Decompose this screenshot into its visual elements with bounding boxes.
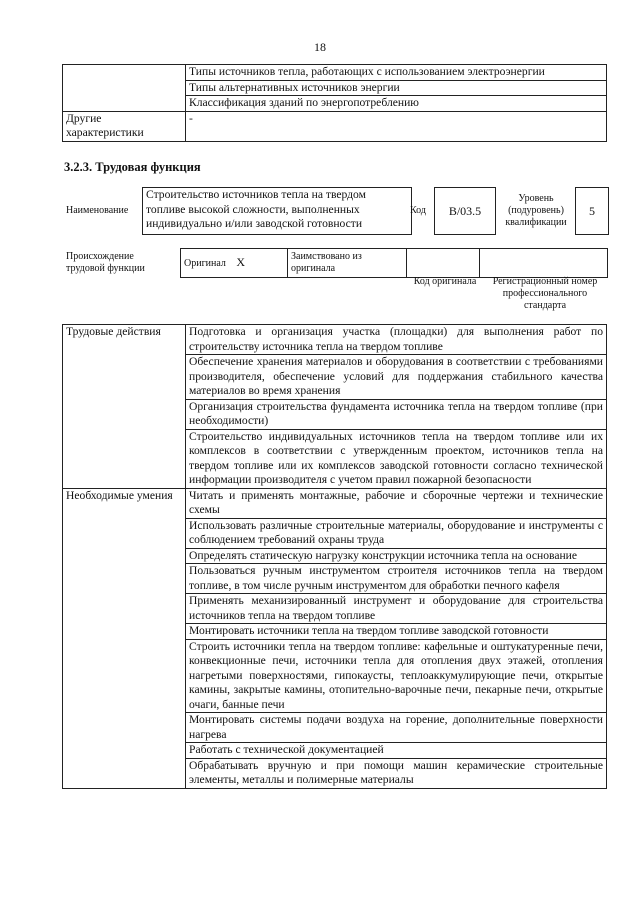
table-row: Монтировать системы подачи воздуха на горение, дополнительные поверхности нагрева <box>186 713 607 743</box>
main-table <box>62 324 607 789</box>
table-row: Монтировать источники тепла на твердом топливе заводской готовности <box>186 624 607 640</box>
top-table-item: Классификация зданий по энергопотреблению <box>186 96 607 112</box>
table-row: Пользоваться ручным инструментом строителя источников тепла на твердом топливе, в том числе ручным инструментом для обработки печного кафеля <box>186 564 607 594</box>
code-caption: Код оригинала <box>413 276 477 287</box>
table-row: Определять статическую нагрузку конструкции источника тепла на основание <box>186 548 607 564</box>
borrowed-label: Заимствовано из оригинала <box>288 249 407 278</box>
original-code-cell <box>407 249 480 278</box>
table-row: Обрабатывать вручную и при помощи машин керамические строительные элементы, металлы и полимерные материалы <box>186 758 607 788</box>
other-characteristics-label: Другие характеристики <box>63 111 186 141</box>
code-label: Код <box>410 205 426 216</box>
origin-table <box>180 248 608 278</box>
original-label: Оригинал <box>184 258 226 269</box>
section-title: 3.2.3. Трудовая функция <box>64 160 201 174</box>
name-label: Наименование <box>66 205 129 216</box>
reg-caption: Регистрационный номер профессионального стандарта <box>492 276 598 311</box>
table-row: Читать и применять монтажные, рабочие и сборочные чертежи и технические схемы <box>186 488 607 518</box>
page-number: 18 <box>314 40 326 54</box>
top-table-item: Типы альтернативных источников энергии <box>186 80 607 96</box>
required-skills-label: Необходимые умения <box>63 488 186 788</box>
table-row: Обеспечение хранения материалов и оборудования в соответствии с требованиями производителя, обеспечение условий для поддержания стабильного качества материалов во время хранения <box>186 355 607 400</box>
function-code: B/03.5 <box>434 187 496 235</box>
function-name: Строительство источников тепла на твердом топливе высокой сложности, выполненных индивидуально и/или заводской готовности <box>142 187 412 235</box>
top-table-item: Типы источников тепла, работающих с использованием электроэнергии <box>186 65 607 81</box>
reg-number-cell <box>480 249 608 278</box>
top-table-left-cell <box>63 65 186 112</box>
table-row: Работать с технической документацией <box>186 743 607 759</box>
qualification-level: 5 <box>575 187 609 235</box>
origin-label: Происхождение трудовой функции <box>66 251 145 274</box>
original-cell <box>181 249 288 278</box>
table-row: Подготовка и организация участка (площадки) для выполнения работ по строительству источника тепла на твердом топливе <box>186 325 607 355</box>
top-table <box>62 64 607 142</box>
table-row: Строительство индивидуальных источников тепла на твердом топливе или их комплексов в соответствии с утвержденным проектом, источников тепла на твердом топливе или их комплексов заводской готовности согласно технической информации производителя с учетом правил пожарной безопасности <box>186 429 607 488</box>
other-characteristics-value: - <box>186 111 607 141</box>
table-row: Применять механизированный инструмент и оборудование для строительства источников тепла на твердом топливе <box>186 594 607 624</box>
labor-actions-label: Трудовые действия <box>63 325 186 489</box>
table-row: Строить источники тепла на твердом топливе: кафельные и оштукатуренные печи, конвекционные печи, источники тепла для отопления двух этажей, отопления нагретыми поверхностями, гипокаусты, теплоаккумулирующие печи, открытые камины, закрытые камины, отопительно-варочные печи, пекарные печи, открытые очаги, банные печи <box>186 639 607 713</box>
table-row: Использовать различные строительные материалы, оборудование и инструменты с соблюдением требований охраны труда <box>186 518 607 548</box>
level-label: Уровень (подуровень) квалификации <box>505 193 567 228</box>
original-mark: X <box>236 255 246 269</box>
table-row: Организация строительства фундамента источника тепла на твердом топливе (при необходимости) <box>186 399 607 429</box>
